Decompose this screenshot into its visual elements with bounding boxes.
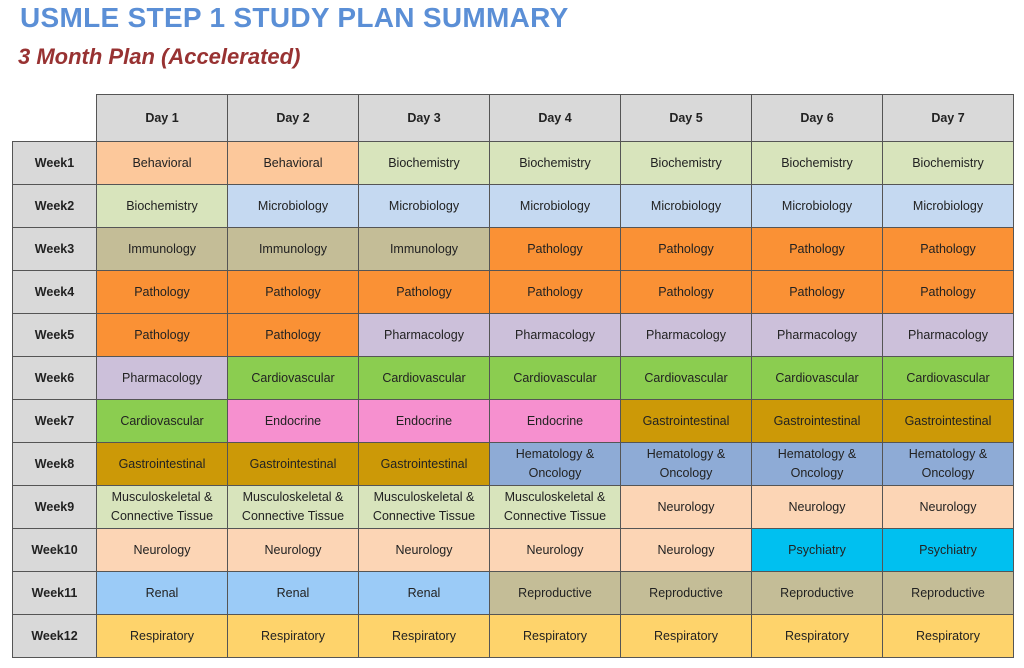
subject-cell: Biochemistry [752, 142, 883, 185]
week-label: Week8 [13, 443, 97, 486]
subject-cell: Reproductive [752, 572, 883, 615]
subject-cell: Cardiovascular [621, 357, 752, 400]
week-label: Week12 [13, 615, 97, 658]
day-header: Day 4 [490, 95, 621, 142]
table-row [13, 529, 1014, 572]
subject-cell: Gastrointestinal [621, 400, 752, 443]
subject-cell: Pharmacology [621, 314, 752, 357]
table-row [13, 271, 1014, 314]
subject-cell: Biochemistry [97, 185, 228, 228]
table-row [13, 400, 1014, 443]
subject-cell: Pathology [752, 271, 883, 314]
subject-cell: Microbiology [752, 185, 883, 228]
week-label: Week7 [13, 400, 97, 443]
subject-cell: Endocrine [359, 400, 490, 443]
subject-cell: Cardiovascular [883, 357, 1014, 400]
subject-cell: Neurology [883, 486, 1014, 529]
subject-cell: Cardiovascular [228, 357, 359, 400]
subject-cell: Immunology [359, 228, 490, 271]
subject-cell: Pharmacology [752, 314, 883, 357]
subject-cell: Respiratory [752, 615, 883, 658]
subject-cell: Biochemistry [359, 142, 490, 185]
subject-cell: Respiratory [490, 615, 621, 658]
day-header: Day 1 [97, 95, 228, 142]
subject-cell: Pathology [359, 271, 490, 314]
subject-cell: Reproductive [621, 572, 752, 615]
subject-cell: Neurology [228, 529, 359, 572]
subject-cell: Reproductive [883, 572, 1014, 615]
subject-cell: Hematology & Oncology [490, 443, 621, 486]
subject-cell: Renal [228, 572, 359, 615]
plan-body [13, 142, 1014, 658]
subject-cell: Respiratory [621, 615, 752, 658]
subject-cell: Gastrointestinal [228, 443, 359, 486]
day-header: Day 6 [752, 95, 883, 142]
subject-cell: Pharmacology [97, 357, 228, 400]
subject-cell: Gastrointestinal [97, 443, 228, 486]
table-row [13, 615, 1014, 658]
subject-cell: Cardiovascular [752, 357, 883, 400]
subject-cell: Respiratory [359, 615, 490, 658]
subject-cell: Pharmacology [490, 314, 621, 357]
subject-cell: Behavioral [97, 142, 228, 185]
week-label: Week9 [13, 486, 97, 529]
subject-cell: Neurology [752, 486, 883, 529]
subject-cell: Cardiovascular [359, 357, 490, 400]
week-label: Week5 [13, 314, 97, 357]
subject-cell: Microbiology [490, 185, 621, 228]
subject-cell: Pathology [883, 228, 1014, 271]
subject-cell: Musculoskeletal & Connective Tissue [228, 486, 359, 529]
subject-cell: Behavioral [228, 142, 359, 185]
subject-cell: Hematology & Oncology [621, 443, 752, 486]
week-label: Week10 [13, 529, 97, 572]
page-subtitle: 3 Month Plan (Accelerated) [18, 44, 301, 69]
header-row [13, 95, 1014, 142]
day-header: Day 5 [621, 95, 752, 142]
day-header: Day 3 [359, 95, 490, 142]
table-row [13, 228, 1014, 271]
study-plan-table [12, 94, 1014, 658]
week-label: Week11 [13, 572, 97, 615]
subject-cell: Immunology [97, 228, 228, 271]
week-label: Week1 [13, 142, 97, 185]
subject-cell: Neurology [97, 529, 228, 572]
subject-cell: Neurology [621, 486, 752, 529]
week-label: Week4 [13, 271, 97, 314]
subject-cell: Respiratory [97, 615, 228, 658]
table-row [13, 185, 1014, 228]
subject-cell: Renal [97, 572, 228, 615]
subject-cell: Musculoskeletal & Connective Tissue [490, 486, 621, 529]
subject-cell: Neurology [359, 529, 490, 572]
week-label: Week3 [13, 228, 97, 271]
subject-cell: Pathology [228, 271, 359, 314]
subject-cell: Pathology [752, 228, 883, 271]
subject-cell: Psychiatry [752, 529, 883, 572]
table-row [13, 357, 1014, 400]
subject-cell: Gastrointestinal [359, 443, 490, 486]
subject-cell: Biochemistry [883, 142, 1014, 185]
subject-cell: Gastrointestinal [752, 400, 883, 443]
subject-cell: Gastrointestinal [883, 400, 1014, 443]
subject-cell: Neurology [490, 529, 621, 572]
day-header: Day 7 [883, 95, 1014, 142]
subject-cell: Neurology [621, 529, 752, 572]
subject-cell: Pharmacology [359, 314, 490, 357]
subject-cell: Pathology [883, 271, 1014, 314]
subject-cell: Hematology & Oncology [752, 443, 883, 486]
subject-cell: Pathology [228, 314, 359, 357]
page-title: USMLE STEP 1 STUDY PLAN SUMMARY [20, 2, 569, 33]
table-row [13, 486, 1014, 529]
subject-cell: Pathology [621, 228, 752, 271]
week-label: Week2 [13, 185, 97, 228]
subject-cell: Pharmacology [883, 314, 1014, 357]
subject-cell: Microbiology [359, 185, 490, 228]
week-label: Week6 [13, 357, 97, 400]
subject-cell: Cardiovascular [97, 400, 228, 443]
subject-cell: Pathology [490, 228, 621, 271]
subject-cell: Respiratory [883, 615, 1014, 658]
subject-cell: Microbiology [883, 185, 1014, 228]
subject-cell: Microbiology [228, 185, 359, 228]
subject-cell: Endocrine [490, 400, 621, 443]
subject-cell: Musculoskeletal & Connective Tissue [359, 486, 490, 529]
subject-cell: Immunology [228, 228, 359, 271]
table-row [13, 572, 1014, 615]
subject-cell: Psychiatry [883, 529, 1014, 572]
subject-cell: Pathology [97, 314, 228, 357]
table-row [13, 314, 1014, 357]
subject-cell: Microbiology [621, 185, 752, 228]
subject-cell: Biochemistry [490, 142, 621, 185]
subject-cell: Respiratory [228, 615, 359, 658]
subject-cell: Renal [359, 572, 490, 615]
subject-cell: Musculoskeletal & Connective Tissue [97, 486, 228, 529]
corner-cell [13, 95, 97, 142]
subject-cell: Cardiovascular [490, 357, 621, 400]
table-row [13, 443, 1014, 486]
day-header: Day 2 [228, 95, 359, 142]
subject-cell: Pathology [621, 271, 752, 314]
table-row [13, 142, 1014, 185]
subject-cell: Hematology & Oncology [883, 443, 1014, 486]
subject-cell: Pathology [97, 271, 228, 314]
subject-cell: Biochemistry [621, 142, 752, 185]
subject-cell: Pathology [490, 271, 621, 314]
subject-cell: Endocrine [228, 400, 359, 443]
subject-cell: Reproductive [490, 572, 621, 615]
